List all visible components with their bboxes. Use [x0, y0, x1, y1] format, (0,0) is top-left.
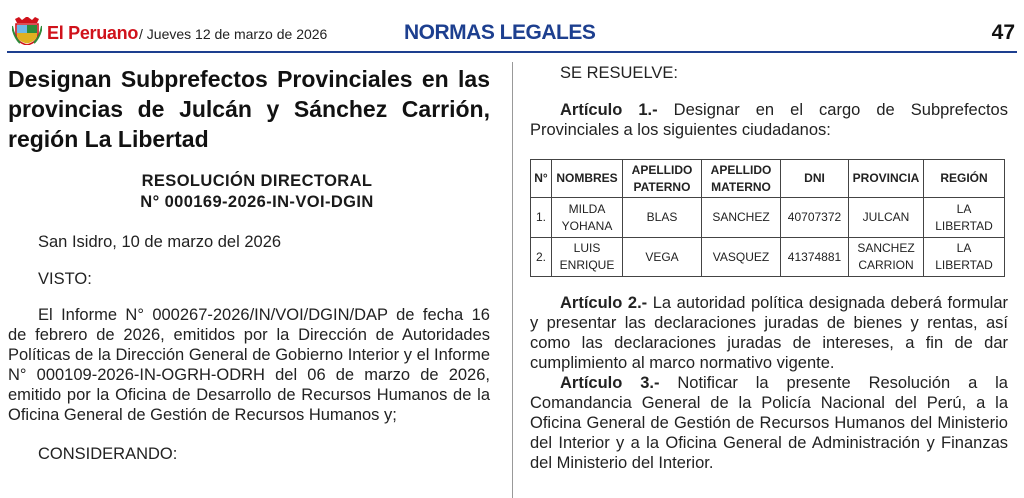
cell-maternal: VASQUEZ — [702, 238, 781, 277]
issue-date: / Jueves 12 de marzo de 2026 — [139, 26, 328, 42]
cell-province: JULCAN — [849, 198, 924, 238]
cell-dni: 40707372 — [781, 198, 849, 238]
visto-paragraph: El Informe N° 000267-2026/IN/VOI/DGIN/DAP de fecha 16 de febrero de 2026, emitidos por la Dirección de Autoridades Políticas de la Dirección General de Gobierno Interior y el Informe N° 000109-2026-IN-OGRH-ODRH del 06 de marzo de 2026, emitido por la Oficina de Desarrollo de Recursos Humanos de la Oficina General de Gestión de Recursos Humanos y; — [8, 306, 490, 424]
cell-dni: 41374881 — [781, 238, 849, 277]
cell-number: 2. — [531, 238, 552, 277]
cell-region: LA LIBERTAD — [924, 238, 1005, 277]
article-1-label: Artículo 1.- — [560, 101, 658, 119]
col-header-names: NOMBRES — [552, 160, 623, 198]
resolution-type: RESOLUCIÓN DIRECTORAL — [141, 172, 373, 190]
considerando-heading: CONSIDERANDO: — [38, 445, 178, 463]
appointees-table — [530, 159, 1005, 277]
col-header-region: REGIÓN — [924, 160, 1005, 198]
left-column — [8, 64, 490, 464]
document-title: Designan Subprefectos Provinciales en las provincias de Julcán y Sánchez Carrión, región La Libertad — [8, 66, 490, 152]
cell-province: SANCHEZ CARRION — [849, 238, 924, 277]
cell-paternal: VEGA — [623, 238, 702, 277]
col-header-province: PROVINCIA — [849, 160, 924, 198]
coat-of-arms-icon — [12, 17, 42, 45]
visto-heading: VISTO: — [38, 270, 92, 288]
article-1 — [530, 100, 1008, 140]
article-1-text: Designar en el cargo de Subprefectos Provinciales a los siguientes ciudadanos: — [530, 101, 1008, 139]
publication-name: El Peruano — [47, 23, 139, 43]
resolution-number: N° 000169-2026-IN-VOI-DGIN — [140, 193, 374, 211]
cell-paternal: BLAS — [623, 198, 702, 238]
cell-names: MILDA YOHANA — [552, 198, 623, 238]
resuelve-heading: SE RESUELVE: — [560, 64, 678, 82]
col-header-paternal: APELLIDO PATERNO — [623, 160, 702, 198]
article-2-label: Artículo 2.- — [560, 294, 648, 312]
article-3-text: Notificar la presente Resolución a la Comandancia General de la Policía Nacional del Perú, a la Oficina General de Gestión de Recursos Humanos del Ministerio del Interior y a la Oficina General de Administración y Finanzas del Ministerio del Interior. — [530, 374, 1008, 472]
col-header-dni: DNI — [781, 160, 849, 198]
article-2-text: La autoridad política designada deberá formular y presentar las declaraciones juradas de bienes y rentas, así como las declaraciones juradas de intereses, a fin de dar cumplimiento al marco normativo vigente. — [530, 294, 1008, 372]
page-number: 47 — [991, 21, 1015, 44]
article-2 — [530, 293, 1008, 373]
table-row — [531, 238, 1005, 277]
col-header-number: N° — [531, 160, 552, 198]
article-3 — [530, 373, 1008, 473]
cell-maternal: SANCHEZ — [702, 198, 781, 238]
table-header-row — [531, 160, 1005, 198]
resolution-heading — [8, 171, 490, 213]
cell-number: 1. — [531, 198, 552, 238]
header-divider — [7, 51, 1017, 53]
column-divider — [512, 62, 513, 498]
page-header — [0, 0, 1024, 52]
place-date: San Isidro, 10 de marzo del 2026 — [38, 233, 282, 251]
cell-region: LA LIBERTAD — [924, 198, 1005, 238]
article-3-label: Artículo 3.- — [560, 374, 660, 392]
section-title: NORMAS LEGALES — [404, 21, 596, 44]
col-header-maternal: APELLIDO MATERNO — [702, 160, 781, 198]
cell-names: LUIS ENRIQUE — [552, 238, 623, 277]
table-row — [531, 198, 1005, 238]
right-column — [530, 64, 1008, 473]
